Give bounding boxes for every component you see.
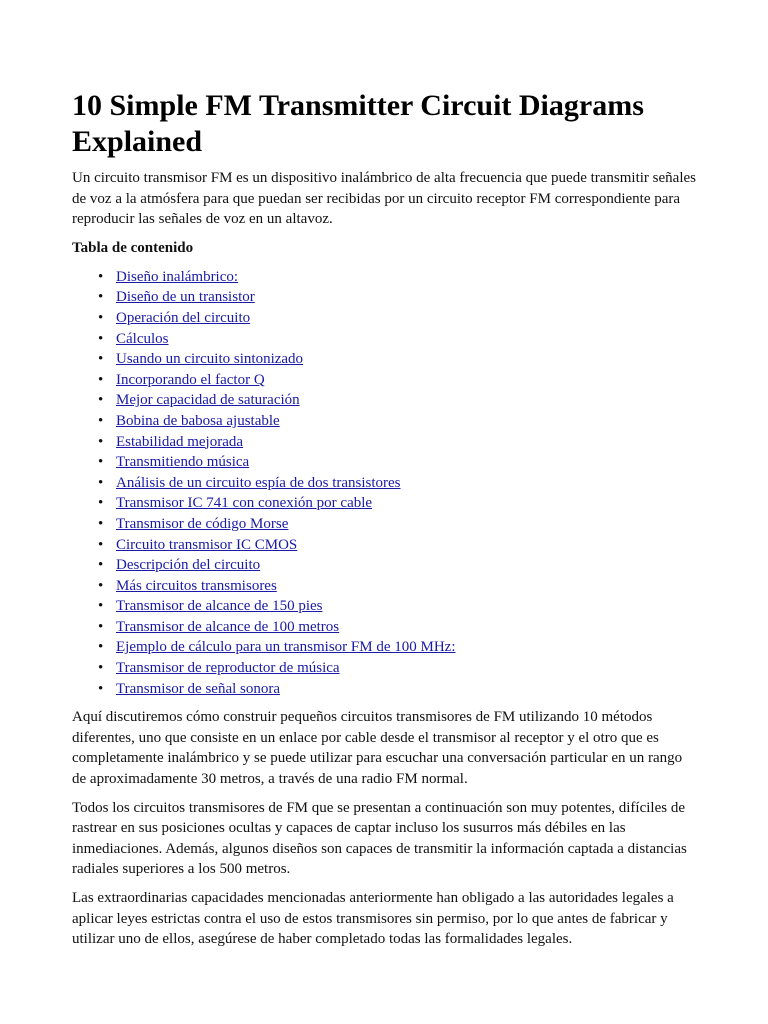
toc-item <box>98 411 696 432</box>
bullet-icon: • <box>98 392 104 409</box>
bullet-icon: • <box>98 474 104 491</box>
toc-link-senal-sonora[interactable]: Transmisor de señal sonora <box>116 680 281 697</box>
bullet-icon: • <box>98 639 104 656</box>
page-title: 10 Simple FM Transmitter Circuit Diagrams Explained <box>72 89 644 158</box>
bullet-icon: • <box>98 598 104 615</box>
bullet-icon: • <box>98 371 104 388</box>
toc-link-ejemplo-calculo[interactable]: Ejemplo de cálculo para un transmisor FM de 100 MHz: <box>116 639 456 656</box>
toc-item <box>98 452 696 473</box>
toc-heading: Tabla de contenido <box>72 239 194 256</box>
toc-link-factor-q[interactable]: Incorporando el factor Q <box>116 371 265 388</box>
toc-item <box>98 308 696 329</box>
bullet-icon: • <box>98 412 104 429</box>
body-paragraph-1: Aquí discutiremos cómo construir pequeños circuitos transmisores de FM utilizando 10 métodos diferentes, uno que consiste en un enlace por cable desde el transmisor al receptor y el otro que es completamente inalámbrico y se puede utilizar para escuchar una conversación particular en un rango de aproximadamente 30 metros, a través de una radio FM normal. <box>72 709 683 788</box>
bullet-icon: • <box>98 680 104 697</box>
toc-item <box>98 390 696 411</box>
bullet-icon: • <box>98 660 104 677</box>
toc-link-estabilidad-mejorada[interactable]: Estabilidad mejorada <box>116 433 244 450</box>
toc-link-alcance-100-metros[interactable]: Transmisor de alcance de 100 metros <box>116 618 340 635</box>
toc-item <box>98 329 696 350</box>
bullet-icon: • <box>98 618 104 635</box>
toc-item <box>98 287 696 308</box>
body-paragraph-3: Las extraordinarias capacidades mencionadas anteriormente han obligado a las autoridades legales a aplicar leyes estrictas contra el uso de estos transmisores sin permiso, por lo que antes de fabricar y utilizar uno de ellos, asegúrese de haber completado todas las formalidades legales. <box>72 890 674 948</box>
toc-item <box>98 432 696 453</box>
toc-item <box>98 555 696 576</box>
toc-link-mas-circuitos[interactable]: Más circuitos transmisores <box>116 577 277 594</box>
toc-item <box>98 493 696 514</box>
toc-item <box>98 473 696 494</box>
toc-link-ic-cmos[interactable]: Circuito transmisor IC CMOS <box>116 536 298 553</box>
body-paragraph-2: Todos los circuitos transmisores de FM que se presentan a continuación son muy potentes, difíciles de rastrear en sus posiciones ocultas y capaces de captar incluso los susurros más débiles en las inmediaciones. Además, algunos diseños son capaces de transmitir la información captada a distancias radiales superiores a los 500 metros. <box>72 799 687 878</box>
toc-link-operacion-circuito[interactable]: Operación del circuito <box>116 309 251 326</box>
toc-link-diseno-inalambrico[interactable]: Diseño inalámbrico: <box>116 268 239 285</box>
toc-item <box>98 617 696 638</box>
bullet-icon: • <box>98 309 104 326</box>
bullet-icon: • <box>98 495 104 512</box>
toc-item <box>98 679 696 700</box>
bullet-icon: • <box>98 536 104 553</box>
bullet-icon: • <box>98 433 104 450</box>
bullet-icon: • <box>98 577 104 594</box>
bullet-icon: • <box>98 268 104 285</box>
toc-link-calculos[interactable]: Cálculos <box>116 330 169 347</box>
bullet-icon: • <box>98 515 104 532</box>
toc-link-ic-741[interactable]: Transmisor IC 741 con conexión por cable <box>116 495 373 512</box>
toc-item <box>98 637 696 658</box>
toc-item <box>98 267 696 288</box>
bullet-icon: • <box>98 557 104 574</box>
bullet-icon: • <box>98 454 104 471</box>
toc-item <box>98 596 696 617</box>
toc-link-codigo-morse[interactable]: Transmisor de código Morse <box>116 515 289 532</box>
toc-link-transmitiendo-musica[interactable]: Transmitiendo música <box>116 454 250 471</box>
toc-link-descripcion-circuito[interactable]: Descripción del circuito <box>116 557 261 574</box>
toc-link-capacidad-saturacion[interactable]: Mejor capacidad de saturación <box>116 392 300 409</box>
intro-paragraph: Un circuito transmisor FM es un dispositivo inalámbrico de alta frecuencia que puede transmitir señales de voz a la atmósfera para que puedan ser recibidas por un circuito receptor FM correspondiente para reproducir las señales de voz en un altavoz. <box>72 170 696 228</box>
bullet-icon: • <box>98 330 104 347</box>
table-of-contents <box>72 267 696 699</box>
toc-link-diseno-transistor[interactable]: Diseño de un transistor <box>116 289 255 306</box>
toc-item <box>98 514 696 535</box>
toc-item <box>98 535 696 556</box>
toc-link-circuito-sintonizado[interactable]: Usando un circuito sintonizado <box>116 351 304 368</box>
bullet-icon: • <box>98 351 104 368</box>
toc-item <box>98 576 696 597</box>
toc-item <box>98 370 696 391</box>
toc-item <box>98 349 696 370</box>
toc-item <box>98 658 696 679</box>
toc-link-bobina-babosa[interactable]: Bobina de babosa ajustable <box>116 412 280 429</box>
toc-link-circuito-espia[interactable]: Análisis de un circuito espía de dos transistores <box>116 474 401 491</box>
bullet-icon: • <box>98 289 104 306</box>
toc-link-reproductor-musica[interactable]: Transmisor de reproductor de música <box>116 660 340 677</box>
toc-link-alcance-150-pies[interactable]: Transmisor de alcance de 150 pies <box>116 598 323 615</box>
